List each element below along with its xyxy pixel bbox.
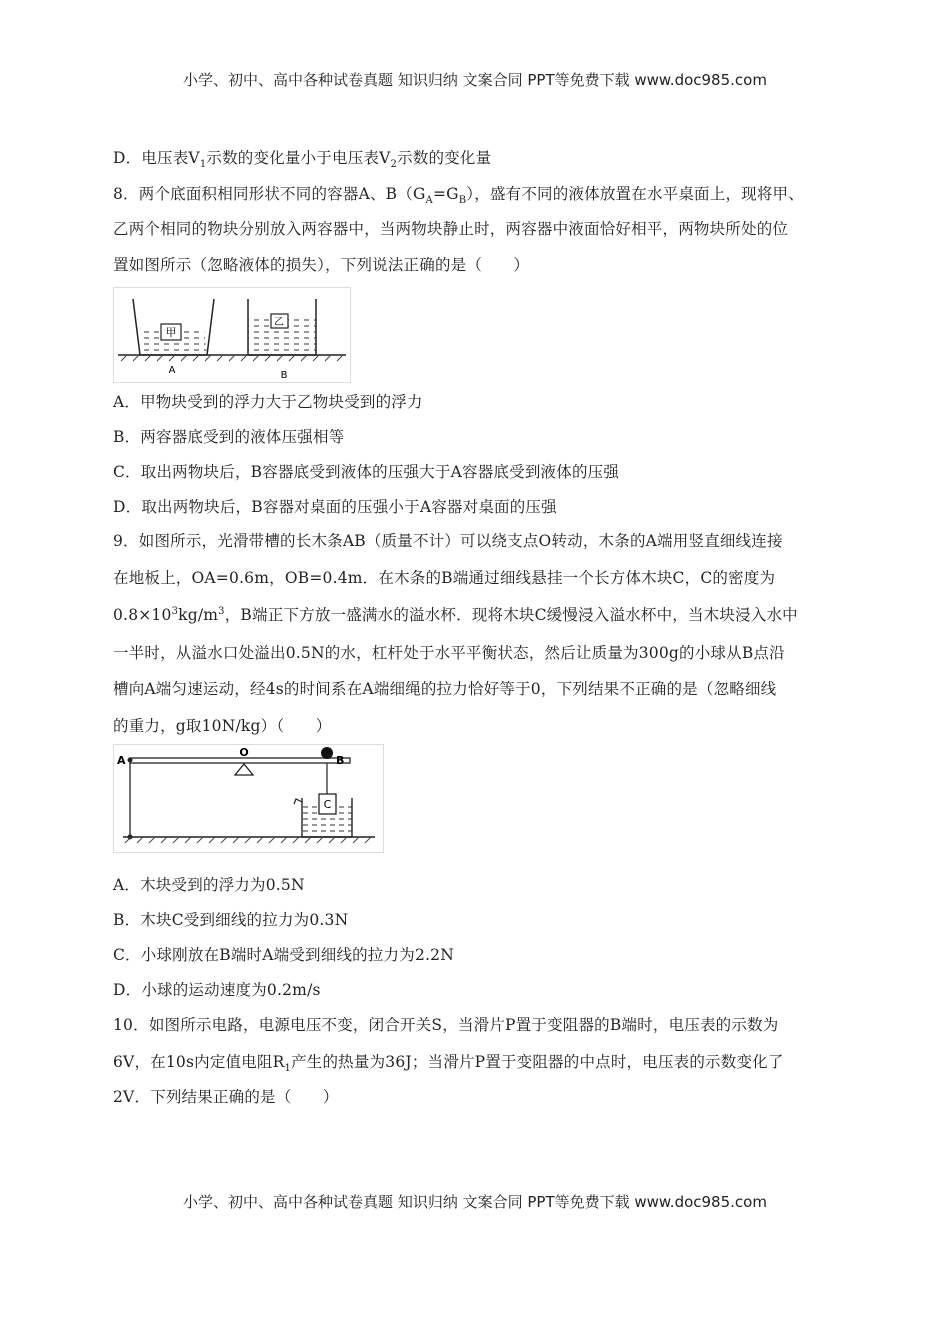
page-footer: 小学、初中、高中各种试卷真题 知识归纳 文案合同 PPT等免费下载 www.doc985.com	[183, 1193, 767, 1211]
q8-stem-line3: 置如图所示（忽略液体的损失），下列说法正确的是（ ）	[113, 256, 530, 274]
overflow-spout	[294, 799, 302, 804]
q9-stem-line5: 槽向A端匀速运动，经4s的时间系在A端细绳的拉力恰好等于0，下列结果不正确的是（忽略细线	[113, 680, 777, 698]
q9-option-a: A．木块受到的浮力为0.5N	[113, 876, 305, 894]
svg-text:A: A	[117, 754, 126, 767]
page-header: 小学、初中、高中各种试卷真题 知识归纳 文案合同 PPT等免费下载 www.doc985.com	[183, 71, 767, 89]
q9-stem-line2: 在地板上，OA=0.6m，OB=0.4m．在木条的B端通过细线悬挂一个长方体木块C，C的密度为	[113, 569, 776, 587]
q8-stem-line1: 8．两个底面积相同形状不同的容器A、$B(G_A=G_B)$，盛有不同的液体放置在水平桌面上，现将甲、	[113, 185, 804, 207]
svg-text:O: O	[239, 746, 249, 759]
q8-figure	[113, 287, 351, 383]
q8-option-b: B．两容器底受到的液体压强相等	[113, 428, 345, 446]
q8-option-a: A．甲物块受到的浮力大于乙物块受到的浮力	[113, 393, 423, 411]
q9-stem-line4: 一半时，从溢水口处溢出0.5N的水，杠杆处于水平平衡状态，然后让质量为300g的小球从B点沿	[113, 644, 785, 662]
svg-text:B: B	[336, 754, 345, 767]
q9-option-c: C．小球刚放在B端时A端受到细线的拉力为2.2N	[113, 946, 454, 964]
q8-option-d: D．取出两物块后，B容器对桌面的压强小于A容器对桌面的压强	[113, 498, 557, 516]
q8-stem-line2: 乙两个相同的物块分别放入两容器中，当两物块静止时，两容器中液面恰好相平，两物块所处的位	[113, 220, 789, 238]
q9-figure	[113, 744, 384, 853]
q10-stem-line1: 10．如图所示电路，电源电压不变，闭合开关S，当滑片P置于变阻器的B端时，电压表的示数为	[113, 1016, 779, 1034]
svg-text:乙: 乙	[274, 317, 284, 328]
q9-stem-line1: 9．如图所示，光滑带槽的长木条AB（质量不计）可以绕支点O转动，木条的A端用竖直细线连接	[113, 532, 783, 550]
svg-text:C: C	[323, 798, 332, 811]
svg-text:A: A	[168, 365, 176, 376]
q10-stem-line3: 2V．下列结果正确的是（ ）	[113, 1088, 339, 1106]
svg-text:B: B	[280, 370, 288, 381]
q7-option-d: D．电压表$V_1$示数的变化量小于电压表$V_2$示数的变化量	[113, 149, 492, 171]
q8-option-c: C．取出两物块后，B容器底受到液体的压强大于A容器底受到液体的压强	[113, 463, 620, 481]
q9-stem-line6: 的重力，g取10N/kg）（ ）	[113, 717, 332, 735]
q9-option-b: B．木块C受到细线的拉力为0.3N	[113, 911, 349, 929]
q9-option-d: D．小球的运动速度为0.2m/s	[113, 981, 321, 999]
q9-stem-line3: $0.8\times 10^3kg/m^3$，B端正下方放一盛满水的溢水杯．现将木块C缓慢浸入溢水杯中，当木块浸入水中	[113, 605, 798, 624]
svg-text:甲: 甲	[165, 326, 177, 339]
q10-stem-line2: 6V，在10s内定值电阻$R_1$产生的热量为36J；当滑片P置于变阻器的中点时，电压表的示数变化了	[113, 1053, 784, 1075]
